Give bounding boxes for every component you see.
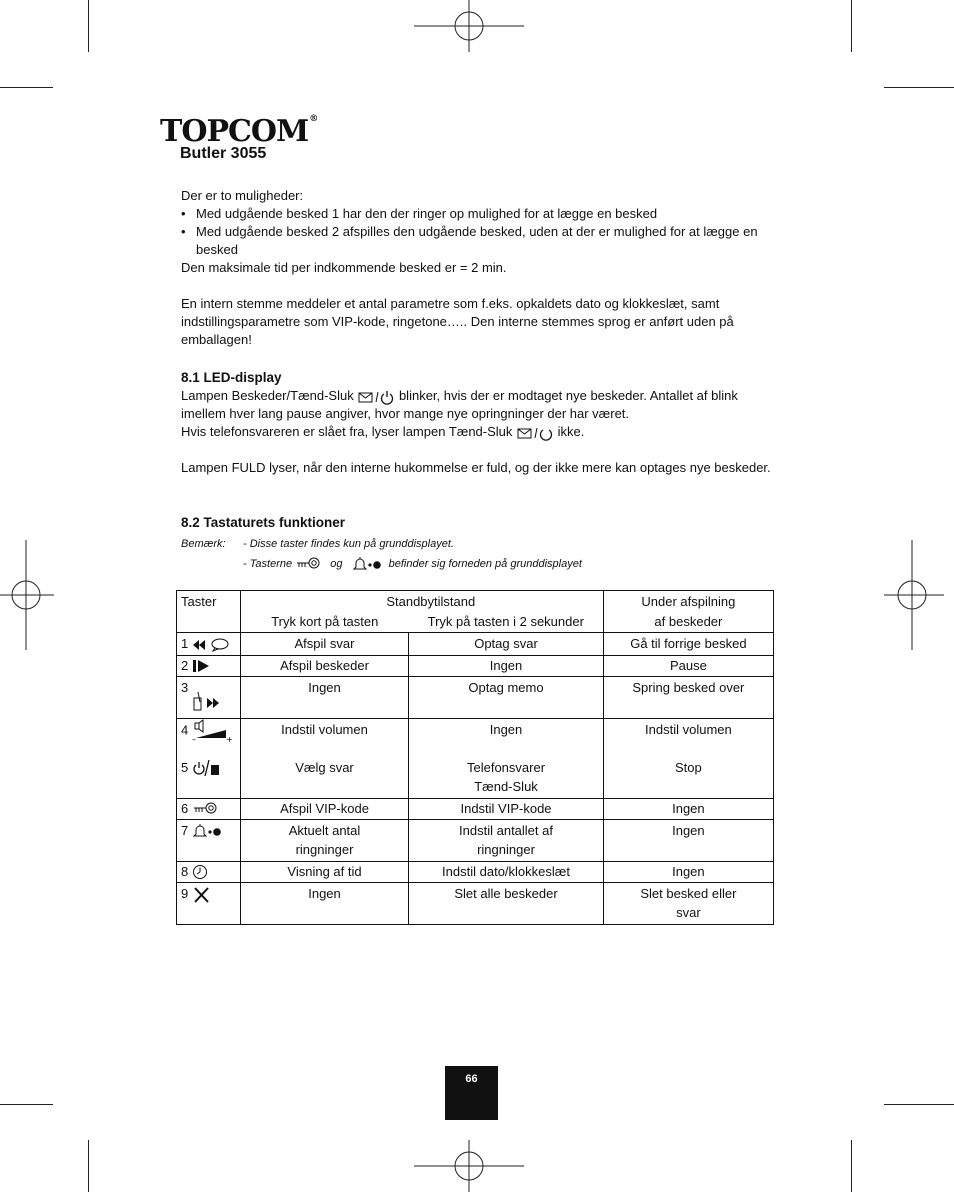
key-cell: 2 [177, 655, 241, 676]
table-row [177, 819, 774, 861]
crop-mark [0, 87, 53, 88]
intro-paragraph: En intern stemme meddeler et antal parametre som f.eks. opkaldets dato og klokkeslæt, samt indstillingsparametre som VIP-kode, ringetone….. Den interne stemmes sprog er anført uden på emballagen! [181, 296, 734, 347]
led-text: Hvis telefonsvareren er slået fra, lyser lampen Tænd-Sluk [181, 424, 513, 439]
long-press-cell: Telefonsvarer Tænd-Sluk [409, 757, 604, 799]
key-cell: 3 [177, 676, 241, 718]
table-row [177, 798, 774, 819]
playback-cell: Pause [603, 655, 773, 676]
long-press-cell: Optag svar [409, 633, 604, 656]
list-item: • Med udgående besked 1 har den der ringer op mulighed for at lægge en besked [181, 206, 658, 221]
long-press-cell: Slet alle beskeder [409, 882, 604, 924]
playback-cell: Ingen [603, 861, 773, 882]
led-section [181, 369, 781, 477]
key-cell: 7 [177, 819, 241, 861]
led-full-text: Lampen FULD lyser, når den interne hukommelse er fuld, og der ikke mere kan optages nye beskeder. [181, 460, 771, 475]
registration-mark-top [414, 0, 524, 52]
playback-cell: Ingen [603, 798, 773, 819]
play-icon [192, 659, 212, 673]
table-row [177, 882, 774, 924]
header-short: Tryk kort på tasten [271, 613, 379, 629]
long-press-cell: Optag memo [409, 676, 604, 718]
short-press-cell: Indstil volumen [240, 718, 408, 757]
registration-mark-right [884, 540, 944, 650]
envelope-power-icon [357, 389, 395, 405]
short-press-cell: Afspil beskeder [240, 655, 408, 676]
memo-forward-icon [189, 690, 229, 712]
envelope-power-icon [516, 425, 554, 441]
header-standby-label: Standbytilstand [386, 594, 476, 609]
note-text: - Tasterne [243, 558, 293, 570]
key-function-table [176, 590, 774, 925]
header-standby [240, 591, 603, 633]
crop-mark [851, 1140, 852, 1192]
page-number: 66 [445, 1066, 498, 1120]
intro-section [181, 187, 781, 349]
short-press-cell: Aktuelt antal ringninger [240, 819, 408, 861]
delete-icon [192, 885, 212, 903]
long-press-cell: Ingen [409, 655, 604, 676]
key-icon [192, 802, 218, 816]
max-time-text: Den maksimale tid per indkommende besked er = 2 min. [181, 260, 507, 275]
key-cell: 9 [177, 882, 241, 924]
product-name: Butler 3055 [180, 145, 267, 162]
key-cell: 4 – + [177, 718, 241, 757]
crop-mark [0, 1104, 53, 1105]
playback-cell: Spring besked over [603, 676, 773, 718]
long-press-cell: Indstil dato/klokkeslæt [409, 861, 604, 882]
short-press-cell: Vælg svar [240, 757, 408, 799]
section-heading: 8.2 Tastaturets funktioner [181, 515, 346, 530]
playback-cell: Gå til forrige besked [603, 633, 773, 656]
crop-mark [851, 0, 852, 52]
crop-mark [88, 0, 89, 52]
short-press-cell: Afspil VIP-kode [240, 798, 408, 819]
intro-lead: Der er to muligheder: [181, 188, 304, 203]
key-cell: 5 [177, 757, 241, 799]
crop-mark [88, 1140, 89, 1192]
led-text: ikke. [557, 424, 585, 439]
long-press-cell: Ingen [409, 718, 604, 757]
table-row [177, 633, 774, 656]
table-row [177, 861, 774, 882]
header-standby-subcols [241, 612, 603, 632]
led-text: Lampen Beskeder/Tænd-Sluk [181, 388, 354, 403]
brand-logo: TOPCOM® [160, 114, 318, 149]
table-header-row [177, 591, 774, 633]
table-row [177, 718, 774, 757]
list-item: • Med udgående besked 2 afspilles den udgående besked, uden at der er mulighed for at lægge en besked [181, 224, 758, 257]
key-cell: 8 [177, 861, 241, 882]
header-long: Tryk på tasten i 2 sekunder [427, 613, 584, 629]
playback-cell: Stop [603, 757, 773, 799]
short-press-cell: Ingen [240, 676, 408, 718]
note-text: befinder sig forneden på grunddisplayet [388, 558, 582, 570]
playback-cell: Slet besked eller svar [603, 882, 773, 924]
playback-cell: Ingen [603, 819, 773, 861]
power-stop-icon [192, 759, 222, 777]
short-press-cell: Visning af tid [240, 861, 408, 882]
key-icon [295, 557, 321, 571]
note-text: og [330, 558, 343, 570]
svg-text:+: + [225, 734, 233, 744]
volume-icon [192, 720, 232, 742]
bell-icon [352, 556, 382, 572]
crop-mark [884, 87, 954, 88]
key-cell: 6 [177, 798, 241, 819]
long-press-cell: Indstil antallet af ringninger [409, 819, 604, 861]
keys-section-heading-wrap [181, 514, 781, 532]
bell-icon [192, 823, 222, 839]
svg-text:–: – [191, 734, 196, 744]
table-row [177, 676, 774, 718]
led-text: blinker, hvis der er modtaget nye beskeder. Antallet af blink imellem hver lang pause angiver, hvor mange nye opringninger der har været. [181, 388, 738, 421]
header-playback: Under afspilning af beskeder [603, 591, 773, 633]
table-row [177, 655, 774, 676]
section-heading: 8.1 LED-display [181, 370, 282, 385]
short-press-cell: Afspil svar [240, 633, 408, 656]
short-press-cell: Ingen [240, 882, 408, 924]
note-text: - Disse taster findes kun på grunddisplayet. [243, 538, 454, 550]
registration-mark-left [0, 540, 54, 650]
key-cell: 1 [177, 633, 241, 656]
registration-mark-bottom [414, 1140, 524, 1192]
note-label: Bemærk: [181, 538, 226, 550]
clock-icon [192, 864, 210, 880]
crop-mark [884, 1104, 954, 1105]
header-taster: Taster [177, 591, 241, 633]
playback-cell: Indstil volumen [603, 718, 773, 757]
table-row [177, 757, 774, 799]
keys-note [181, 534, 582, 574]
long-press-cell: Indstil VIP-kode [409, 798, 604, 819]
rewind-icon [192, 638, 232, 652]
